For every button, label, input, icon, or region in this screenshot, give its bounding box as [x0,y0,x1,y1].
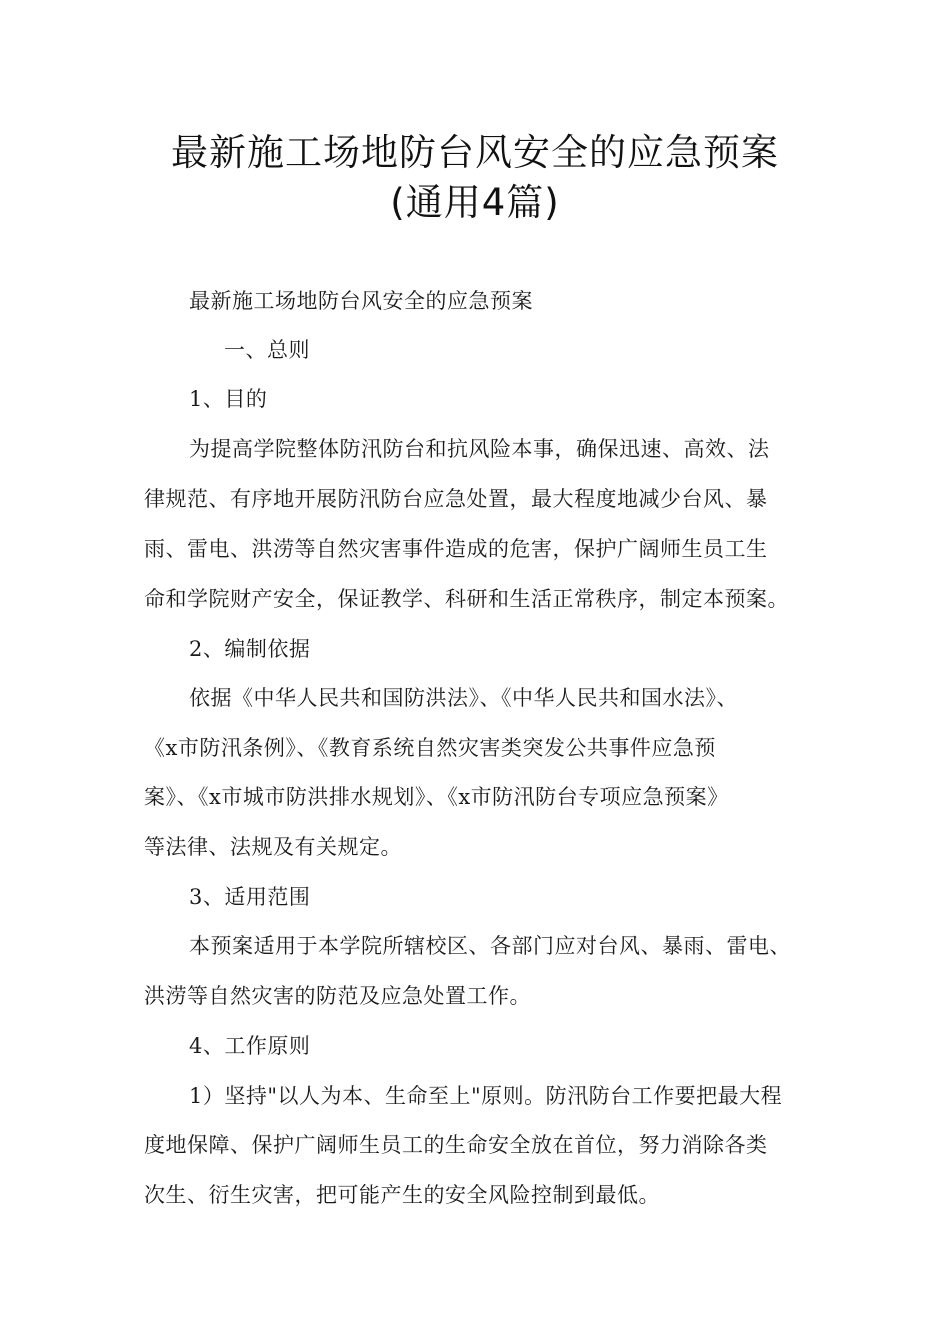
paragraph-line: 洪涝等自然灾害的防范及应急处置工作。 [144,984,531,1008]
paragraph-line: 本预案适用于本学院所辖校区、各部门应对台风、暴雨、雷电、 [189,934,791,958]
paragraph-line: 案》、《x市城市防洪排水规划》、《x市防汛防台专项应急预案》 [144,785,729,809]
paragraph-line: 为提高学院整体防汛防台和抗风险本事，确保迅速、高效、法 [189,437,770,461]
subsection-heading: 4、工作原则 [189,1034,311,1058]
subsection-heading: 1、目的 [189,387,268,411]
document-title: 最新施工场地防台风安全的应急预案 [171,131,779,174]
paragraph-line: 雨、雷电、洪涝等自然灾害事件造成的危害，保护广阔师生员工生 [144,537,768,561]
document-subtitle: (通用4篇) [390,181,560,224]
paragraph-line: 等法律、法规及有关规定。 [144,835,402,859]
subsection-heading: 2、编制依据 [189,637,311,661]
paragraph-line: 律规范、有序地开展防汛防台应急处置，最大程度地减少台风、暴 [144,487,768,511]
paragraph-line: 次生、衍生灾害，把可能产生的安全风险控制到最低。 [144,1183,660,1207]
paragraph-line: 依据《中华人民共和国防洪法》、《中华人民共和国水法》、 [189,686,738,710]
section-heading: 最新施工场地防台风安全的应急预案 [189,289,533,313]
paragraph-line: 1）坚持"以人为本、生命至上"原则。防汛防台工作要把最大程 [189,1084,783,1108]
paragraph-line: 《x市防汛条例》、《教育系统自然灾害类突发公共事件应急预 [144,736,716,760]
subsection-heading: 3、适用范围 [189,885,311,909]
paragraph-line: 度地保障、保护广阔师生员工的生命安全放在首位，努力消除各类 [144,1133,768,1157]
paragraph-line: 命和学院财产安全，保证教学、科研和生活正常秩序，制定本预案。 [144,587,789,611]
chapter-heading: 一、总则 [224,338,310,362]
